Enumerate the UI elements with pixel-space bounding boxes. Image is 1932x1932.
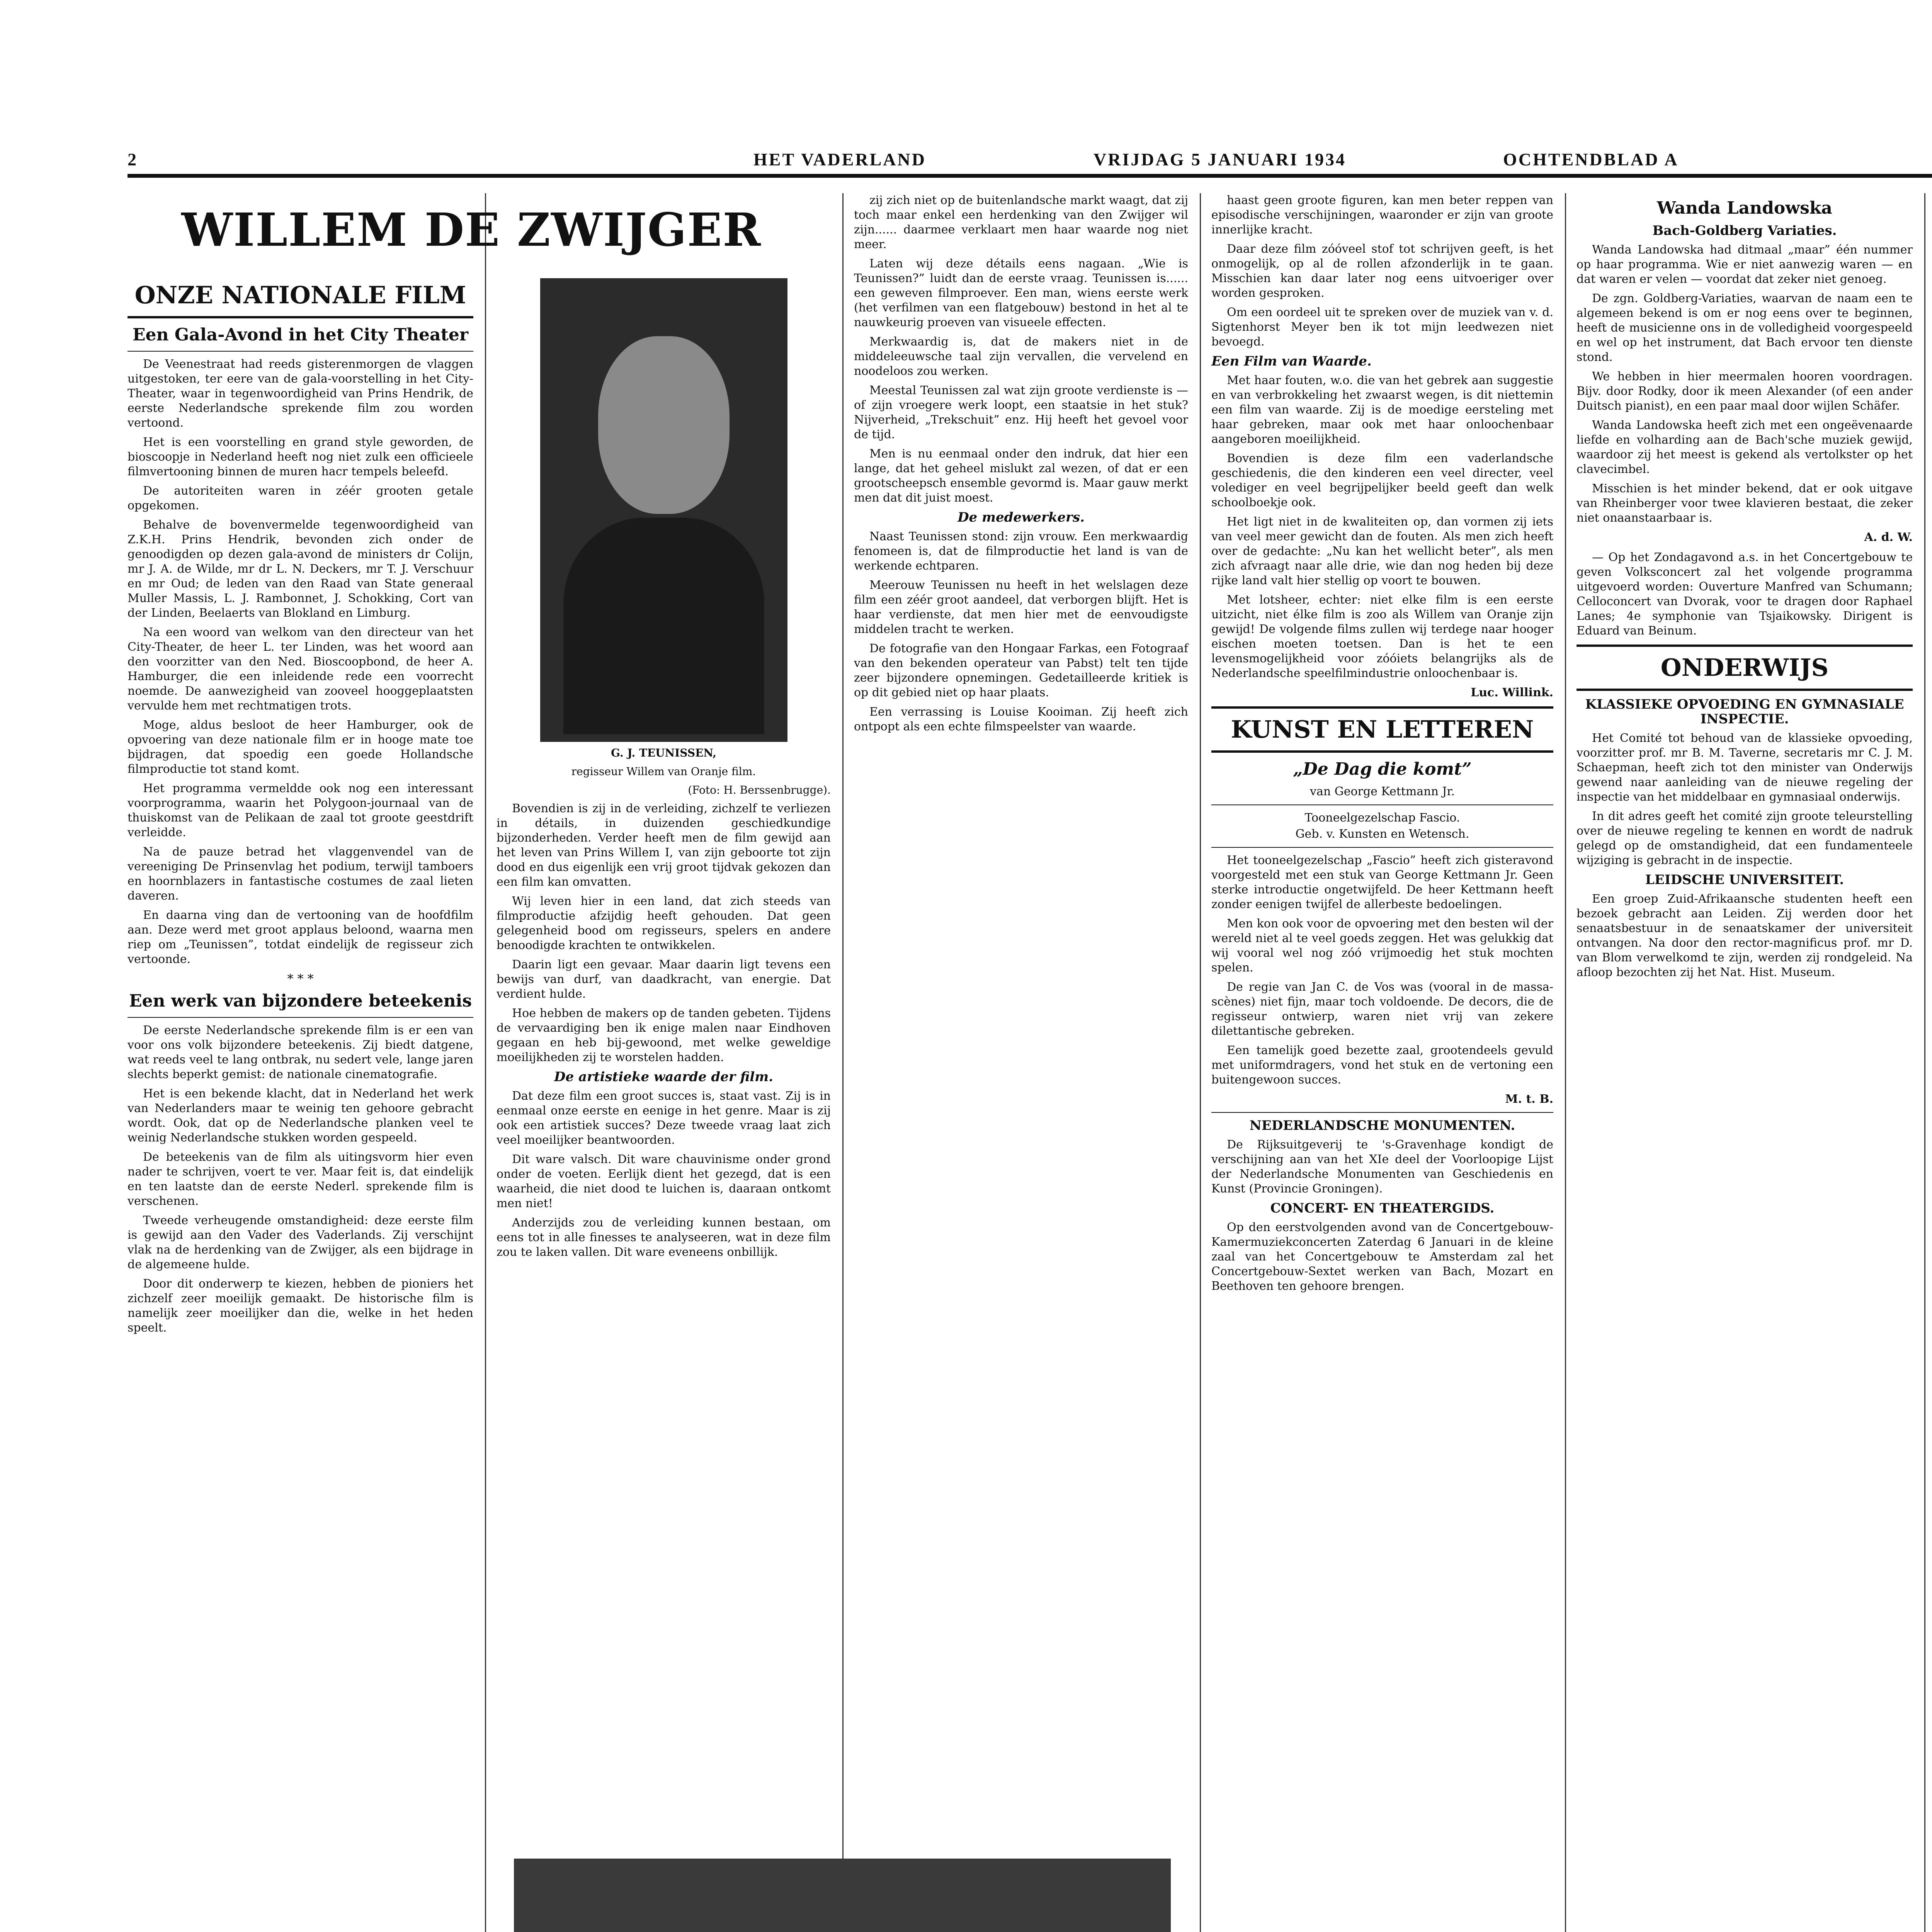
paragraph: Naast Teunissen stond: zijn vrouw. Een merkwaardig fenomeen is, dat de filmproductie het land is van de werkende echtparen. [854, 530, 1188, 573]
article-subheading: KLASSIEKE OPVOEDING EN GYMNASIALE INSPECTIE. [1585, 697, 1904, 727]
paragraph: Het programma vermeldde ook nog een interessant voorprogramma, waarin het Polygoon-journaal van de thuiskomst van de Pelikaan de zaal tot groote geestdrift verleidde. [128, 782, 473, 839]
portrait-face [598, 336, 730, 514]
film-still-block [497, 1859, 1188, 1932]
divider [128, 316, 473, 318]
column-rule [485, 193, 486, 1932]
notice-heading: LEIDSCHE UNIVERSITEIT. [1645, 872, 1844, 888]
section-heading: ONZE NATIONALE FILM [134, 281, 466, 309]
film-still-photo [514, 1859, 1171, 1932]
divider [1211, 804, 1553, 805]
divider [1211, 1112, 1553, 1113]
article-title: WILLEM DE ZWIJGER [181, 203, 762, 257]
divider [1577, 645, 1913, 647]
section-heading: Wanda Landowska [1657, 198, 1832, 218]
column-rule [1200, 193, 1201, 1932]
paragraph: Meestal Teunissen zal wat zijn groote verdienste is — of zijn vroegere werk loopt, een staatsie in het stuk? Nijverheid, „Trekschuit” enz. Hij heeft het gevoel voor de tijd. [854, 384, 1188, 441]
paragraph: De eerste Nederlandsche sprekende film is er een van voor ons volk bijzondere beteekenis. Zij biedt datgene, wat reeds veel te lang ontbrak, nu sedert vele, lange jaren slechts beperkt gemist: de nationale cinematografie. [128, 1024, 473, 1081]
photo-caption-name: G. J. TEUNISSEN, [611, 747, 716, 759]
paragraph: Door dit onderwerp te kiezen, hebben de pioniers het zichzelf zeer moeilijk gemaakt. De historische film is namelijk zeer moeilijker dan die, welke in het heden speelt. [128, 1277, 473, 1335]
paragraph: Bovendien is zij in de verleiding, zichzelf te verliezen in détails, in duizenden geschiedkundige bijzonderheden. Verder heeft men de film gewijd aan het leven van Prins Willem I, van zijn geboorte tot zijn dood en dus eigenlijk een vrij groot tijdvak gekozen dan een film kan omvatten. [497, 802, 831, 889]
section-heading: ONDERWIJS [1660, 653, 1829, 682]
paragraph: Dat deze film een groot succes is, staat vast. Zij is in eenmaal onze eerste en eenige in het genre. Maar is zij ook een artistiek succes? Deze tweede vraag laat zich veel moeilijker beantwoorden. [497, 1089, 831, 1147]
divider [128, 1017, 473, 1018]
article-subheading: Een Film van Waarde. [1211, 354, 1372, 369]
paragraph: Misschien is het minder bekend, dat er ook uitgave van Rheinberger voor twee klavieren bestaat, die zeker niet onaanstaarbaar is. [1577, 482, 1913, 525]
paragraph: Bovendien is deze film een vaderlandsche geschiedenis, die den kinderen een veel directer, veel volediger en veel begrijpelijker beeld geeft dan welk schoolboekje ook. [1211, 452, 1553, 509]
column-rule [1565, 193, 1566, 1932]
paragraph: In dit adres geeft het comité zijn groote teleurstelling over de nieuwe regeling te kennen en wordt de nadruk gelegd op de omstandigheid, dat een fundamenteele wijziging is gebracht in de inspectie. [1577, 810, 1913, 867]
paragraph: Behalve de bovenvermelde tegenwoordigheid van Z.K.H. Prins Hendrik, bevonden zich onder de genoodigden op dezen gala-avond de ministers dr Colijn, mr J. A. de Wilde, mr dr L. N. Deckers, mr T. J. Verschuur en mr Oud; de leden van den Raad van State generaal Muller Massis, L. J. Rambonnet, J. Schokking, Cort van der Linden, Beelaerts van Blokland en Limburg. [128, 518, 473, 620]
paragraph: Een tamelijk goed bezette zaal, grootendeels gevuld met uniformdragers, vond het stuk en de vertoning een buitengewoon succes. [1211, 1044, 1553, 1087]
divider [1211, 847, 1553, 848]
photo-caption-role: regisseur Willem van Oranje film. [571, 765, 756, 778]
byline: van George Kettmann Jr. [1310, 785, 1455, 798]
section-heading: KUNST EN LETTEREN [1231, 715, 1534, 743]
paragraph: Wij leven hier in een land, dat zich steeds van filmproductie afzijdig heeft gehouden. Dat geen gelegenheid bood om regisseurs, spelers en andere benoodigde krachten te ontwikkelen. [497, 895, 831, 952]
article-subheading: Een Gala-Avond in het City Theater [132, 325, 469, 345]
page-number: 2 [128, 150, 138, 169]
paragraph: Laten wij deze détails eens nagaan. „Wie is Teunissen?” luidt dan de eerste vraag. Teunissen is...... een geweven filmproever. Een man, wiens eerste werk (het verfilmen van een flatgebouw) bestond in het al te nauwkeurig proeven van visueele effecten. [854, 257, 1188, 329]
paper-name: HET VADERLAND [753, 150, 926, 169]
author-signature: M. t. B. [1505, 1092, 1553, 1106]
paragraph: Men is nu eenmaal onder den indruk, dat hier een lange, dat het geheel mislukt zal wezen, of dat er een grootscheepsch ensemble gevormd is. Maar gauw merkt men dat dit juist moest. [854, 447, 1188, 505]
ornament: * * * [287, 971, 314, 986]
notice-heading: NEDERLANDSCHE MONUMENTEN. [1249, 1118, 1515, 1133]
paragraph: En daarna ving dan de vertooning van de hoofdfilm aan. Deze werd met groot applaus beloond, waarna men riep om „Teunissen”, totdat eindelijk de regisseur zich vertoonde. [128, 908, 473, 966]
divider [1577, 689, 1913, 691]
paragraph: Hoe hebben de makers op de tanden gebeten. Tijdens de vervaardiging ben ik enige malen naar Eindhoven gegaan en heb bij-gewoond, met welke geweldige moeilijkheden zij te worstelen hadden. [497, 1007, 831, 1064]
paragraph: Daarin ligt een gevaar. Maar daarin ligt tevens een bewijs van durf, van daadkracht, van energie. Dat verdient hulde. [497, 958, 831, 1001]
paragraph: Het ligt niet in de kwaliteiten op, dan vormen zij iets van veel meer gewicht dan de fouten. Als men zich heeft over de gedachte: „Nu kan het wellicht beter”, als men zich afvraagt naar alle drie, wie dan nog heden bij deze rijke land valt hier stellig op voort te bouwen. [1211, 515, 1553, 587]
paragraph: De Veenestraat had reeds gisterenmorgen de vlaggen uitgestoken, ter eere van de gala-voorstelling in het City-Theater, waar in tegenwoordigheid van Prins Hendrik, de eerste Nederlandsche sprekende film zou worden vertoond. [128, 357, 473, 430]
column-3 [854, 193, 1188, 1855]
paragraph: Wanda Landowska had ditmaal „maar” één nummer op haar programma. Wie er niet aanwezig waren — en dat waren er velen — voordat dat zeker niet genoeg. [1577, 243, 1913, 286]
article-subheading: Bach-Goldberg Variaties. [1652, 223, 1837, 238]
article-subheading: De medewerkers. [957, 510, 1085, 525]
paragraph: Een groep Zuid-Afrikaansche studenten heeft een bezoek gebracht aan Leiden. Zij werden door het senaatsbestuur in de senaatskamer der universiteit ontvangen. Na door den rector-magnificus prof. mr D. van Blom verwelkomd te zijn, werden zij rondgeleid. Na afloop bezochten zij het Nat. Hist. Museum. [1577, 892, 1913, 979]
paragraph: Het is een bekende klacht, dat in Nederland het werk van Nederlanders maar te weinig ten gehoore gebracht wordt. Ook, dat op de Nederlandsche planken veel te weinig Nederlandsche stukken worden gespeeld. [128, 1087, 473, 1145]
paragraph: Daar deze film zóóveel stof tot schrijven geeft, is het onmogelijk, op al de rollen afzonderlijk in te gaan. Misschien kan daar later nog eens uitvoeriger over worden gesproken. [1211, 242, 1553, 300]
divider [128, 351, 473, 352]
paragraph: Het Comité tot behoud van de klassieke opvoeding, voorzitter prof. mr B. M. Taverne, secretaris mr C. J. M. Schaepman, heeft zich tot den minister van Onderwijs gewend naar aanleiding van de nieuwe regeling der inspectie van het middelbaar en gymnasiaal onderwijs. [1577, 731, 1913, 804]
divider [1211, 706, 1553, 709]
paragraph: Om een oordeel uit te spreken over de muziek van v. d. Sigtenhorst Meyer ben ik tot mijn leedwezen niet bevoegd. [1211, 306, 1553, 349]
column-4 [1211, 193, 1553, 1932]
paragraph: We hebben in hier meermalen hooren voordragen. Bijv. door Rodky, door ik meen Alexander (of een ander Duitsch pianist), en een paar maal door wijlen Schäfer. [1577, 370, 1913, 413]
paragraph: Het is een voorstelling en grand style geworden, de bioscoopje in Nederland heeft nog niet zulk een officieele filmvertooning binnen de muren hacr tempels beleefd. [128, 435, 473, 478]
paragraph: De fotografie van den Hongaar Farkas, een Fotograaf van den bekenden operateur van Pabst) telt ten tijde zeer bijzondere opnemingen. Gedetailleerde kritiek is op dit gebied niet op haar plaats. [854, 642, 1188, 699]
paragraph: De Rijksuitgeverij te 's-Gravenhage kondigt de verschijning aan van het XIe deel der Voorloopige Lijst der Nederlandsche Monumenten van Geschiedenis en Kunst (Provincie Groningen). [1211, 1138, 1553, 1196]
paragraph: Een verrassing is Louise Kooiman. Zij heeft zich ontpopt als een echte filmspeelster van waarde. [854, 705, 1188, 733]
paragraph: Merkwaardig is, dat de makers niet in de middeleeuwsche taal zijn vervallen, die vervelend en noodeloos zou werken. [854, 335, 1188, 378]
author-signature: A. d. W. [1864, 531, 1913, 544]
paragraph: Anderzijds zou de verleiding kunnen bestaan, om eens tot in alle finesses te analyseeren, wat in deze film zou te laken vallen. Dit ware eveneens onbillijk. [497, 1216, 831, 1259]
column-rule [1924, 193, 1925, 1932]
paragraph: Met haar fouten, w.o. die van het gebrek aan suggestie en van verbrokkeling het zwaarst wegen, is dit niettemin een film van waarde. Zij is de moedige eersteling met haar gebreken, maar ook met haar onloochenbaar aangeboren moeilijkheid. [1211, 374, 1553, 446]
paragraph: De regie van Jan C. de Vos was (vooral in de massa-scènes) niet fijn, maar toch voldoende. De decors, die de regisseur ontwierp, waren niet vrij van zekere dilettantische gebreken. [1211, 980, 1553, 1038]
article-subheading: „De Dag die komt” [1293, 759, 1472, 779]
paragraph: Tweede verheugende omstandigheid: deze eerste film is gewijd aan den Vader des Vaderlands. Zij verschijnt vlak na de herdenking van de Zwijger, als een bijdrage in de algemeene hulde. [128, 1214, 473, 1271]
paragraph: De beteekenis van de film als uitingsvorm hier even nader te schrijven, voert te ver. Maar feit is, dat eindelijk en ten laatste dan de eerste Nederl. sprekende film is verschenen. [128, 1150, 473, 1208]
paragraph: Dit ware valsch. Dit ware chauvinisme onder grond onder de voeten. Eerlijk dient het gezegd, dat is een waarheid, die niet dood te luichen is, daaraan ontkomt men niet! [497, 1153, 831, 1210]
column-rule [842, 193, 844, 1932]
paragraph: Op den eerstvolgenden avond van de Concertgebouw-Kamermuziekconcerten Zaterdag 6 Januari in de kleine zaal van het Concertgebouw te Amsterdam zal het Concertgebouw-Sextet werken van Bach, Mozart en Beethoven ten gehoore brengen. [1211, 1221, 1553, 1293]
article-subheading: Een werk van bijzondere beteekenis [129, 991, 472, 1011]
article-subheading: De artistieke waarde der film. [554, 1069, 774, 1085]
venue-line: Geb. v. Kunsten en Wetensch. [1295, 827, 1469, 841]
paragraph: Moge, aldus besloot de heer Hamburger, ook de opvoering van deze nationale film er in hooge mate toe bijdragen, dat spoedig een goede Hollandsche filmproductie tot stand komt. [128, 718, 473, 776]
newspaper-page [128, 147, 1932, 1932]
paragraph: haast geen groote figuren, kan men beter reppen van episodische verschijningen, waaronder er zijn van groote innerlijke kracht. [1211, 194, 1553, 236]
paragraph: Met lotsheer, echter: niet elke film is een eerste uitzicht, niet élke film is zoo als Willem van Oranje zijn gewijd! De volgende films zullen wij terdege naar hooger eischen moeten toetsen. Dan is het te een levensmogelijkheid voor zóóiets belangrijks als de Nederlandsche speelfilmindustrie onloochenbaar is. [1211, 593, 1553, 680]
portrait-photo [540, 278, 787, 742]
paragraph: zij zich niet op de buitenlandsche markt waagt, dat zij toch maar enkel een herdenking van den Zwijger wil zijn...... daarmee verklaart men haar waarde nog niet meer. [854, 194, 1188, 251]
paragraph: De zgn. Goldberg-Variaties, waarvan de naam een te algemeen bekend is om er nog eens over te beginnen, heeft de musicienne ons in de volledigheid voorgespeeld en wel op het instrument, dat Bach ervoor ten dienste stond. [1577, 292, 1913, 364]
paragraph: De autoriteiten waren in zéér grooten getale opgekomen. [128, 484, 473, 512]
paragraph: Het tooneelgezelschap „Fascio” heeft zich gisteravond voorgesteld met een stuk van George Kettmann Jr. Geen sterke introductie ongetwijfeld. De heer Kettmann heeft zonder eenigen twijfel de allerbeste bedoelingen. [1211, 854, 1553, 911]
venue-line: Tooneelgezelschap Fascio. [1304, 811, 1460, 825]
notice-heading: CONCERT- EN THEATERGIDS. [1270, 1201, 1495, 1216]
photo-credit: (Foto: H. Berssenbrugge). [688, 784, 831, 796]
paragraph: Men kon ook voor de opvoering met den besten wil der wereld niet al te veel goeds zeggen. Het was gelukkig dat wij vooral wel nog zóó vrijmoedig het stuk mochten spelen. [1211, 917, 1553, 975]
edition-label: OCHTENDBLAD A [1503, 150, 1679, 169]
column-2 [497, 274, 831, 1932]
issue-date: VRIJDAG 5 JANUARI 1934 [1094, 150, 1347, 169]
paragraph: — Op het Zondagavond a.s. in het Concertgebouw te geven Volksconcert zal het volgende programma uitgevoerd worden: Ouverture Manfred van Schumann; Celloconcert van Dvorak, voor te dragen door Raphael Lanes; 4e symphonie van Tsjaikowsky. Dirigent is Eduard van Beinum. [1577, 551, 1913, 638]
column-1-body [128, 274, 473, 1932]
divider [1211, 750, 1553, 753]
column-5 [1577, 193, 1913, 1932]
paragraph: Meerouw Teunissen nu heeft in het welslagen deze film een zéér groot aandeel, dat verborgen blijft. Het is haar verdienste, dat men hier met de eenvoudigste middelen tracht te werken. [854, 578, 1188, 636]
paragraph: Na de pauze betrad het vlaggenvendel van de vereeniging De Prinsenvlag het podium, terwijl tamboers en hoornblazers in fantastische costumes de zaal lieten daveren. [128, 845, 473, 903]
paragraph: Wanda Landowska heeft zich met een ongeëvenaarde liefde en volharding aan de Bach'sche muziek gewijd, waardoor zij het meest is gekend als vertolkster op het clavecimbel. [1577, 418, 1913, 476]
author-signature: Luc. Willink. [1471, 686, 1553, 699]
page-header [128, 147, 1932, 178]
paragraph: Na een woord van welkom van den directeur van het City-Theater, de heer L. ter Linden, was het woord aan den voorzitter van den Ned. Bioscoopbond, de heer A. Hamburger, die een inleidende rede een voorrecht noemde. De aanwezigheid van zooveel hooggeplaatsten vervulde hem met rechtmatigen trots. [128, 626, 473, 713]
portrait-body [563, 518, 764, 734]
